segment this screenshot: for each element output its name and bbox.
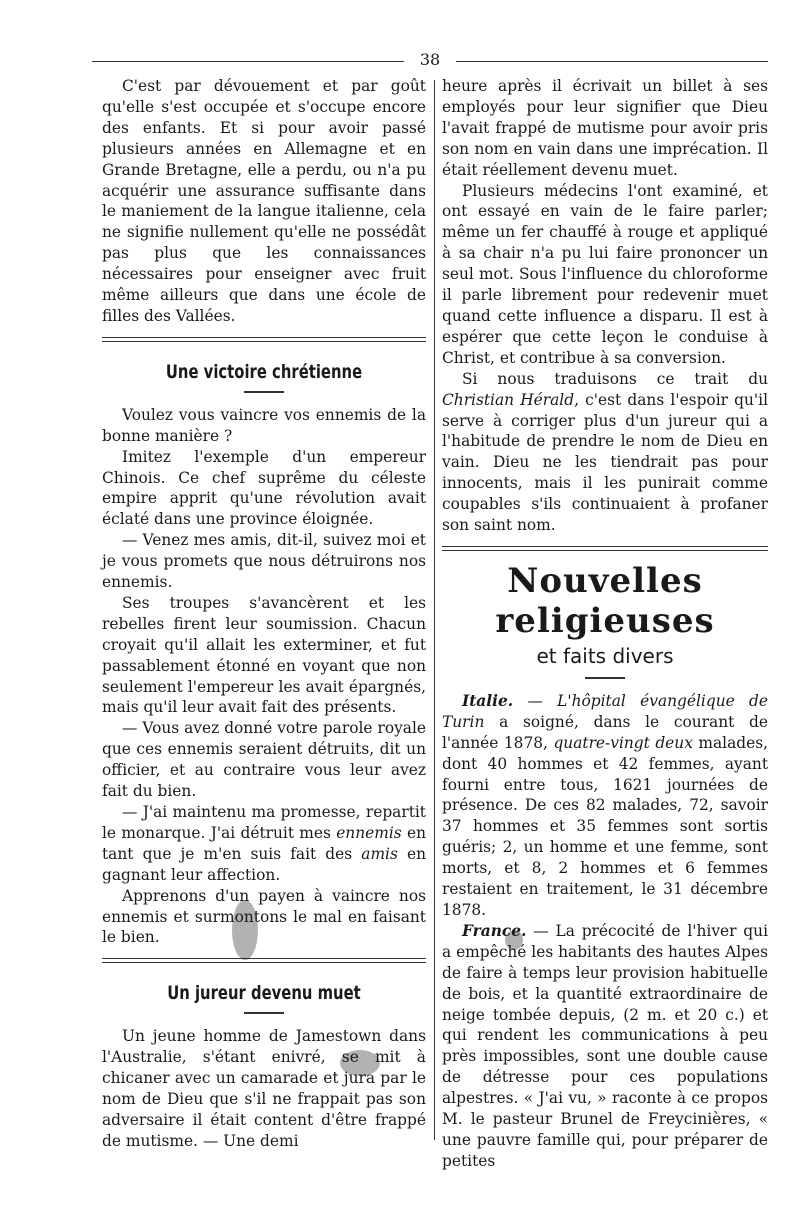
italic-word: ennemis (336, 823, 402, 842)
article-paragraph (442, 369, 768, 536)
short-rule (585, 677, 625, 679)
news-keyword: Italie. (462, 691, 514, 710)
text-run: malades, dont 40 hommes et 42 femmes, ayant fourni entre tous, 1621 journées de présence. De ces 82 malades, 72, savoir 37 hommes et 35 femmes sont sortis guéris; 2, un homme et une femme, sont morts, et 8, 2 hommes et 6 femmes restaient en traitement, le 31 décembre 1878. (442, 733, 768, 919)
text-run: — La précocité de l'hiver qui a empêché les habitants des hautes Alpes de faire à temps leur provision habituelle de bois, et la quantité extraordinaire de neige tombée depuis, (2 m. et 20 c.) et qui rendent les communications à peu près impossibles, sont une double cause de détresse pour ces populations alpestres. « J'ai vu, » raconte à ce propos M. le pasteur Brunel de Freycinières, « une pauvre famille qui, pour préparer de petites (442, 921, 768, 1170)
ink-blot (232, 900, 258, 960)
article-paragraph: Imitez l'exemple d'un empereur Chinois. Ce chef suprême du céleste empire apprit qu'une révolution avait éclaté dans une province éloignée. (102, 447, 426, 529)
running-header (92, 50, 768, 72)
italic-word: quatre-vingt deux (553, 733, 693, 752)
text-run: a soigné, dans le courant de l'année 1878, (442, 712, 768, 752)
article-paragraph: Voulez vous vaincre vos ennemis de la bonne manière ? (102, 405, 426, 445)
news-keyword: France. (462, 921, 527, 940)
news-item-france (442, 921, 768, 1172)
left-column (102, 76, 426, 1152)
italic-title: Christian Hérald (442, 390, 575, 409)
italic-title: L'hôpital évangélique de Turin (442, 691, 768, 731)
page-number: 38 (419, 50, 441, 69)
short-rule (244, 391, 284, 393)
article-paragraph: Un jeune homme de Jamestown dans l'Australie, s'étant enivré, se mit à chicaner avec un camarade et jura par le nom de Dieu que s'il ne frappait pas son adversaire il était content d'être frappé de mutisme. — Une demi (102, 1027, 426, 1150)
article-paragraph: Ses troupes s'avancèrent et les rebelles firent leur soumission. Chacun croyait qu'il allait les exterminer, et fut passablement étonné en voyant que non seulement l'empereur les avait épargnés, mais qu'il leur avait fait des présents. (102, 593, 426, 717)
column-separator (434, 80, 435, 1140)
double-rule (102, 337, 426, 342)
article-title: Un jureur devenu muet (167, 982, 361, 1005)
article-paragraph: Apprenons d'un payen à vaincre nos ennemis et surmontons le mal en faisant le bien. (102, 886, 426, 947)
intro-paragraph: C'est par dévouement et par goût qu'elle s'est occupée et s'occupe encore des enfants. Et si pour avoir passé plusieurs années en Allemagne et en Grande Bretagne, elle a perdu, ou n'a pu acquérir une assurance suffisante dans le maniement de la langue italienne, cela ne signifie nullement qu'elle ne possédât pas plus que les connaissances nécessaires pour enseigner avec fruit même ailleurs que dans une école de filles des Vallées. (102, 77, 426, 325)
ink-blot (505, 930, 523, 950)
text-run: — J'ai maintenu ma promesse, repartit le monarque. J'ai détruit mes (102, 803, 426, 842)
double-rule (442, 546, 768, 551)
short-rule (244, 1012, 284, 1014)
article-paragraph (102, 802, 426, 886)
text-run: — (513, 691, 558, 710)
header-rule-left (92, 61, 404, 62)
article-paragraph: — Vous avez donné votre parole royale que ces ennemis seraient détruits, dit un officier, et au contraire vous leur avez fait du bien. (102, 719, 426, 801)
text-run: en tant que je m'en suis fait des (102, 823, 426, 863)
section-subtitle: et faits divers (536, 643, 674, 668)
section-title: Nouvelles religieuses (495, 560, 715, 641)
news-item-italie (442, 691, 768, 921)
article-title: Une victoire chrétienne (165, 360, 363, 383)
article-paragraph: heure après il écrivait un billet à ses employés pour leur signifier que Dieu l'avait frappé de mutisme pour avoir pris son nom en vain dans une imprécation. Il était réellement devenu muet. (442, 77, 768, 179)
ink-blot (340, 1050, 380, 1076)
double-rule (102, 958, 426, 963)
text-run: , c'est dans l'espoir qu'il serve à corriger plus d'un jureur qui a l'habitude de prendre le nom de Dieu en vain. Dieu ne les tiendrait pas pour innocents, mais il les punirait comme coupables s'ils continuaient à profaner son saint nom. (442, 390, 768, 535)
right-column (442, 76, 768, 1172)
italic-word: amis (361, 844, 398, 863)
text-run: Si nous traduisons ce trait du (462, 369, 768, 388)
header-rule-right (456, 61, 768, 62)
text-run: en gagnant leur affection. (102, 844, 426, 884)
article-paragraph: Plusieurs médecins l'ont examiné, et ont essayé en vain de le faire parler; même un fer chauffé à rouge et appliqué à sa chair n'a pu lui faire prononcer un seul mot. Sous l'influence du chloroforme il parle librement pour redevenir muet quand cette influence a disparu. Il est à espérer que cette leçon le conduise à Christ, et contribue à sa conversion. (442, 181, 768, 367)
article-paragraph: — Venez mes amis, dit-il, suivez moi et je vous promets que nous détruirons nos ennemis. (102, 531, 426, 592)
